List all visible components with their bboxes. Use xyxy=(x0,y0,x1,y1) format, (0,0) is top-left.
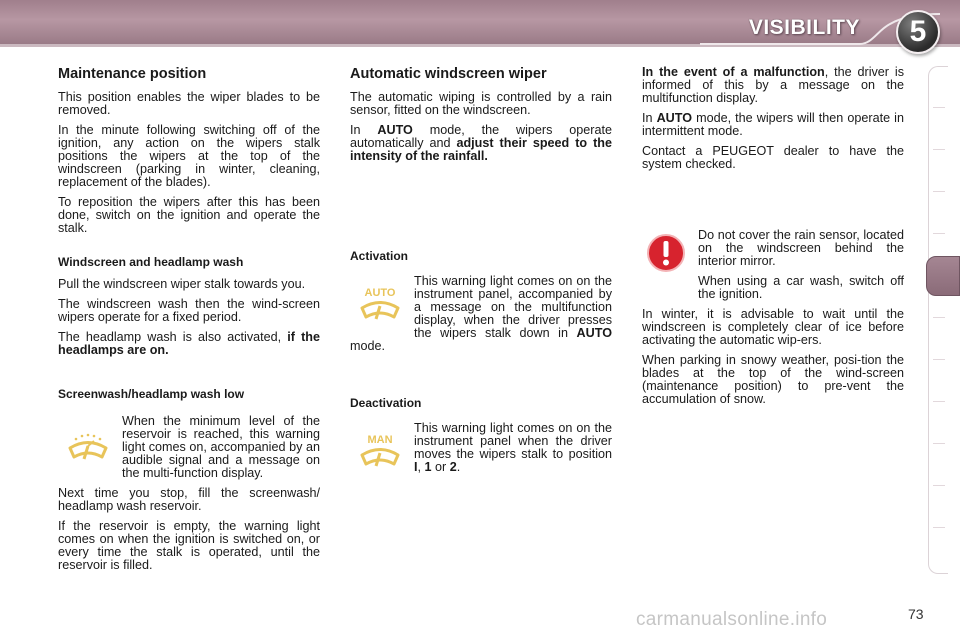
activation-mode: AUTO xyxy=(576,326,612,340)
wash-low-paragraph-2: Next time you stop, fill the screenwash/ headlamp wash reservoir. xyxy=(58,486,320,513)
malfunction-emphasis: In the event of a malfunction xyxy=(642,65,825,79)
position-i: I xyxy=(414,460,418,474)
activation-heading: Activation xyxy=(350,249,409,263)
active-chapter-tab[interactable] xyxy=(926,256,960,296)
warning-paragraph-1: Do not cover the rain sensor, located on the windscreen behind the interior mirror. xyxy=(698,229,904,268)
warning-paragraph-4: When parking in snowy weather, posi-tion the blades at the top of the wind-screen (maintenance position) to pre-vent the accumulation of snow. xyxy=(642,353,904,406)
watermark: carmanualsonline.info xyxy=(636,609,828,630)
intermittent-mode: AUTO xyxy=(656,111,693,125)
auto-wiper-text: In xyxy=(350,123,378,137)
column-right xyxy=(642,66,904,413)
wash-low-paragraph-3: If the reservoir is empty, the warning light comes on when the ignition is switched on, or every time the stalk is operated, until the reservoir is filled. xyxy=(58,519,320,572)
activation-block xyxy=(350,275,612,360)
warning-paragraph-2: When using a car wash, switch off the ignition. xyxy=(698,274,904,301)
deactivation-or: or xyxy=(431,460,450,474)
chapter-tab-divider xyxy=(933,149,945,150)
exclamation-icon xyxy=(642,229,694,289)
wash-emphasis: if the headlamps are on. xyxy=(58,330,320,357)
intermittent-paragraph xyxy=(642,112,904,138)
maintenance-heading: Maintenance position xyxy=(58,66,207,82)
warning-block xyxy=(642,229,904,308)
auto-wiper-paragraph-1: The automatic wiping is controlled by a rain sensor, fitted on the windscreen. xyxy=(350,90,612,117)
wash-low-block xyxy=(58,415,320,487)
chapter-tab-divider xyxy=(933,401,945,402)
auto-wiper-icon xyxy=(350,275,410,335)
wash-paragraph-3 xyxy=(58,331,320,357)
deactivation-text: This warning light comes on on the instrument panel when the driver moves the wipers stalk to position xyxy=(414,422,612,461)
maintenance-paragraph-1: This position enables the wiper blades to be removed. xyxy=(58,90,320,117)
section-title: VISIBILITY xyxy=(748,16,860,39)
auto-wiper-emphasis: adjust their speed to the intensity of the rainfall. xyxy=(350,136,612,163)
wash-text: The headlamp wash is also activated, xyxy=(58,330,288,344)
chapter-tab-divider xyxy=(933,527,945,528)
wash-paragraph-1: Pull the windscreen wiper stalk towards you. xyxy=(58,277,306,291)
auto-wiper-text: mode, the wipers operate automatically and xyxy=(350,123,612,150)
column-middle xyxy=(350,66,612,482)
chapter-tab-divider xyxy=(933,359,945,360)
deactivation-heading: Deactivation xyxy=(350,396,422,410)
malfunction-text: , the driver is informed of this by a message on the multifunction display. xyxy=(642,65,904,105)
page-header xyxy=(0,0,960,56)
position-1: 1 xyxy=(424,460,432,474)
chapter-tab-divider xyxy=(933,317,945,318)
activation-text: This warning light comes on on the instrument panel, accompanied by a message on the multifunction display, when the driver presses the wipers stalk down in xyxy=(414,275,612,340)
intermittent-text: In xyxy=(642,111,657,125)
chapter-number-badge: 5 xyxy=(896,10,940,54)
auto-icon-label: AUTO xyxy=(364,287,396,299)
activation-text-end: mode. xyxy=(350,339,386,353)
intermittent-text-end: mode, the wipers will then operate in intermittent mode. xyxy=(642,111,904,138)
wash-heading: Windscreen and headlamp wash xyxy=(58,255,244,269)
position-2: 2 xyxy=(449,460,457,474)
maintenance-paragraph-3: To reposition the wipers after this has been done, switch on the ignition and operate the stalk. xyxy=(58,195,320,235)
warning-paragraph-3: In winter, it is advisable to wait until the windscreen is completely clear of ice before activating the automatic wip-ers. xyxy=(642,307,904,347)
deactivation-block xyxy=(350,422,612,482)
deactivation-sep: , xyxy=(417,460,425,474)
wash-paragraph-2: The windscreen wash then the wind-screen wipers operate for a fixed period. xyxy=(58,297,320,324)
chapter-tab-divider xyxy=(933,443,945,444)
washer-fluid-icon xyxy=(58,415,118,475)
dealer-paragraph: Contact a PEUGEOT dealer to have the system checked. xyxy=(642,144,904,171)
auto-wiper-paragraph-2 xyxy=(350,124,612,163)
auto-wiper-mode: AUTO xyxy=(377,123,413,137)
manual-wiper-icon xyxy=(350,422,410,482)
maintenance-paragraph-2: In the minute following switching off of the ignition, any action on the wipers stalk positions the wipers at the top of the windscreen (parking in winter, cleaning, replacement of the blades). xyxy=(58,123,320,189)
chapter-tab-divider xyxy=(933,485,945,486)
chapter-tab-strip xyxy=(928,66,948,574)
chapter-tab-divider xyxy=(933,107,945,108)
wash-low-heading: Screenwash/headlamp wash low xyxy=(58,387,245,401)
page-number: 73 xyxy=(908,606,924,622)
column-left xyxy=(58,66,320,579)
chapter-tab-divider xyxy=(933,233,945,234)
man-icon-label: MAN xyxy=(367,434,393,446)
chapter-tab-divider xyxy=(933,191,945,192)
auto-wiper-heading: Automatic windscreen wiper xyxy=(350,66,547,82)
wash-low-paragraph-1: When the minimum level of the reservoir is reached, this warning light comes on, accompanied by an audible signal and a message on the multi-function display. xyxy=(122,415,320,480)
deactivation-end: . xyxy=(456,460,461,474)
malfunction-paragraph xyxy=(642,66,904,105)
